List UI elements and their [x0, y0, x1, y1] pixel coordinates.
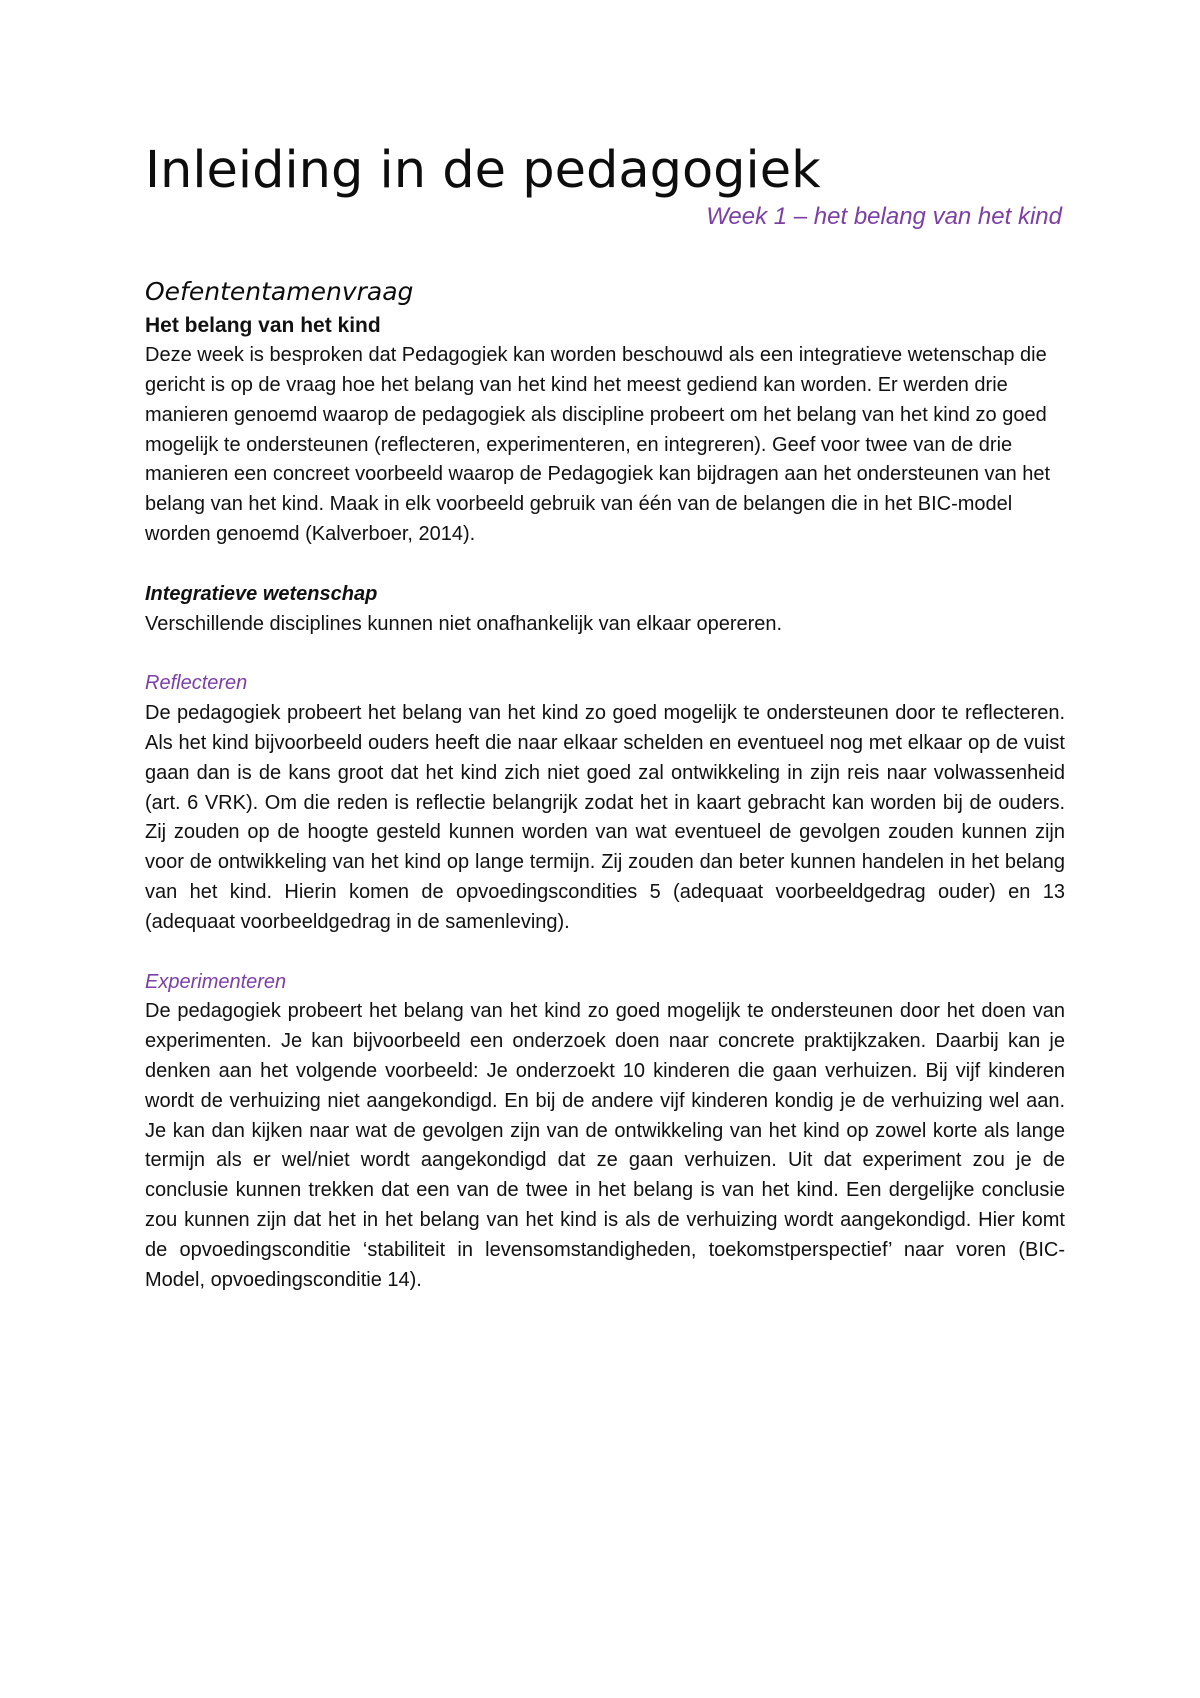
section-text-reflecteren: De pedagogiek probeert het belang van het kind zo goed mogelijk te ondersteunen door te reflecteren. Als het kind bijvoorbeeld ouders heeft die naar elkaar schelden en eventueel nog met elkaar op de vuist gaan dan is de kans groot dat het kind zich niet goed zal ontwikkeling in zijn reis naar volwassenheid (art. 6 VRK). Om die reden is reflectie belangrijk zodat het in kaart gebracht kan worden bij de ouders. Zij zouden op de hoogte gesteld kunnen worden van wat eventueel de gevolgen zouden kunnen zijn voor de ontwikkeling van het kind op lange termijn. Zij zouden dan beter kunnen handelen in het belang van het kind. Hierin komen de opvoedingscondities 5 (adequaat voorbeeldgedrag ouder) en 13 (adequaat voorbeeldgedrag in de samenleving). — [145, 702, 1065, 933]
question-title: Het belang van het kind — [145, 314, 381, 338]
section-integratief — [145, 580, 1065, 640]
question-heading: Oefententamenvraag — [145, 277, 414, 307]
document-title: Inleiding in de pedagogiek — [145, 141, 821, 200]
section-reflecteren — [145, 669, 1065, 937]
section-heading-integratief: Integratieve wetenschap — [145, 582, 378, 605]
question-text: Deze week is besproken dat Pedagogiek kan worden beschouwd als een integratieve wetenschap die gericht is op de vraag hoe het belang van het kind het meest gediend kan worden. Er werden drie manieren genoemd waarop de pedagogiek als discipline probeert om het belang van het kind zo goed mogelijk te ondersteunen (reflecteren, experimenteren, en integreren). Geef voor twee van de drie manieren een concreet voorbeeld waarop de Pedagogiek kan bijdragen aan het ondersteunen van het belang van het kind. Maak in elk voorbeeld gebruik van één van de belangen die in het BIC-model worden genoemd (Kalverboer, 2014). — [145, 344, 1051, 545]
section-text-experimenteren: De pedagogiek probeert het belang van het kind zo goed mogelijk te ondersteunen door het doen van experimenten. Je kan bijvoorbeeld een onderzoek doen naar concrete praktijkzaken. Daarbij kan je denken aan het volgende voorbeeld: Je onderzoekt 10 kinderen die gaan verhuizen. Bij vijf kinderen wordt de verhuizing niet aangekondigd. En bij de andere vijf kinderen kondig je de verhuizing wel aan. Je kan dan kijken naar wat de gevolgen zijn van de ontwikkeling van het kind op zowel korte als lange termijn als er wel/niet wordt aangekondigd dat ze gaan verhuizen. Uit dat experiment zou je de conclusie kunnen trekken dat een van de twee in het belang is van het kind. Een dergelijke conclusie zou kunnen zijn dat het in het belang van het kind is als de verhuizing wordt aangekondigd. Hier komt de opvoedingsconditie ‘stabiliteit in levensomstandigheden, toekomstperspectief’ naar voren (BIC-Model, opvoedingsconditie 14). — [145, 1000, 1065, 1291]
document-subtitle: Week 1 – het belang van het kind — [706, 203, 1062, 231]
document-page — [145, 140, 1065, 1295]
section-text-integratief: Verschillende disciplines kunnen niet onafhankelijk van elkaar opereren. — [145, 612, 783, 635]
section-heading-reflecteren: Reflecteren — [145, 672, 248, 695]
section-heading-experimenteren: Experimenteren — [145, 970, 287, 993]
section-experimenteren — [145, 968, 1065, 1296]
